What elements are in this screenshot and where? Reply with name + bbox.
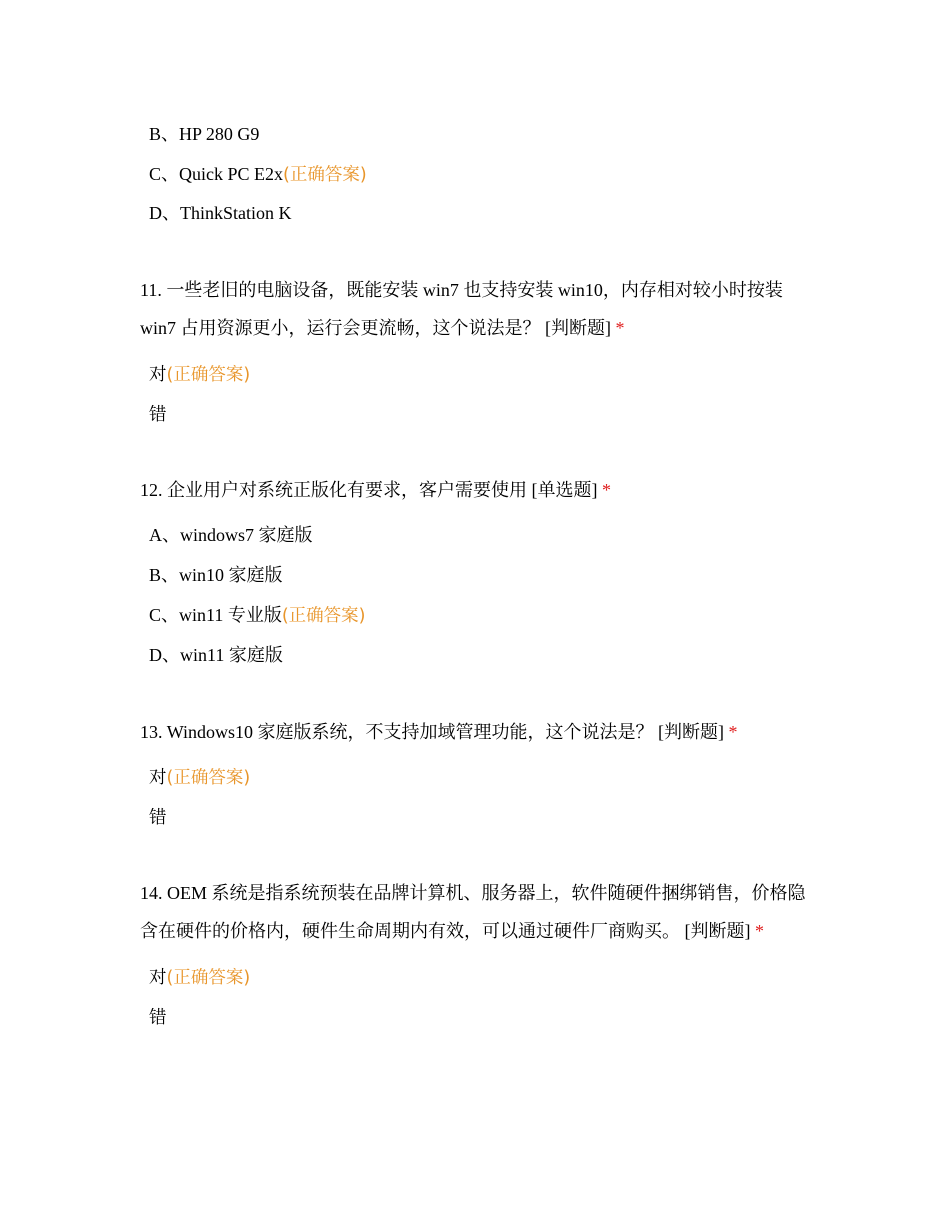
option-q13-true xyxy=(149,764,250,790)
question-11 xyxy=(140,271,820,347)
required-mark: * xyxy=(755,921,764,941)
option-q14-true xyxy=(149,964,250,990)
option-prev-b xyxy=(149,121,259,147)
question-type: [判断题] xyxy=(545,318,611,338)
correct-answer-tag: (正确答案) xyxy=(166,768,251,788)
option-text: B、win10 家庭版 xyxy=(149,565,283,585)
question-number: 11. xyxy=(140,280,162,300)
question-13 xyxy=(140,713,820,751)
option-text: D、ThinkStation K xyxy=(149,203,292,223)
option-q12-b xyxy=(149,562,283,588)
option-q14-false xyxy=(149,1004,167,1030)
option-text: C、win11 专业版 xyxy=(149,605,282,625)
option-q13-false xyxy=(149,804,167,830)
question-text: 一些老旧的电脑设备，既能安装 win7 也支持安装 win10，内存相对较小时按装 win7 占用资源更小，运行会更流畅，这个说法是？ xyxy=(140,280,783,338)
question-text: 企业用户对系统正版化有要求，客户需要使用 xyxy=(167,480,527,500)
option-q11-false xyxy=(149,401,167,427)
option-text: B、HP 280 G9 xyxy=(149,124,260,144)
question-text: Windows10 家庭版系统，不支持加域管理功能，这个说法是？ xyxy=(166,722,654,742)
correct-answer-tag: (正确答案) xyxy=(166,968,251,988)
option-prev-c xyxy=(149,161,367,187)
option-text: A、windows7 家庭版 xyxy=(149,525,313,545)
option-text: 对 xyxy=(149,365,167,385)
required-mark: * xyxy=(728,722,738,742)
question-text: OEM 系统是指系统预装在品牌计算机、服务器上，软件随硬件捆绑销售，价格隐含在硬件的价格内，硬件生命周期内有效，可以通过硬件厂商购买。 xyxy=(140,883,806,941)
option-text: 对 xyxy=(149,768,167,788)
correct-answer-tag: (正确答案) xyxy=(281,606,366,626)
correct-answer-tag: (正确答案) xyxy=(283,165,367,185)
question-number: 12. xyxy=(140,480,163,500)
required-mark: * xyxy=(602,480,611,500)
question-12 xyxy=(140,471,820,509)
question-number: 14. xyxy=(140,883,163,903)
question-type: [判断题] xyxy=(684,921,751,941)
option-text: 错 xyxy=(149,808,167,828)
option-text: 错 xyxy=(149,405,167,425)
option-text: D、win11 家庭版 xyxy=(149,645,283,665)
option-text: 错 xyxy=(149,1008,167,1028)
question-type: [单选题] xyxy=(531,480,598,500)
option-q11-true xyxy=(149,361,250,387)
option-q12-c xyxy=(149,602,366,628)
required-mark: * xyxy=(615,318,625,338)
option-prev-d xyxy=(149,200,292,226)
option-text: C、Quick PC E2x xyxy=(149,164,284,184)
question-14 xyxy=(140,874,820,950)
option-q12-a xyxy=(149,522,313,548)
question-number: 13. xyxy=(140,722,163,742)
option-q12-d xyxy=(149,642,283,668)
question-type: [判断题] xyxy=(657,722,724,742)
correct-answer-tag: (正确答案) xyxy=(166,365,251,385)
option-text: 对 xyxy=(149,968,167,988)
